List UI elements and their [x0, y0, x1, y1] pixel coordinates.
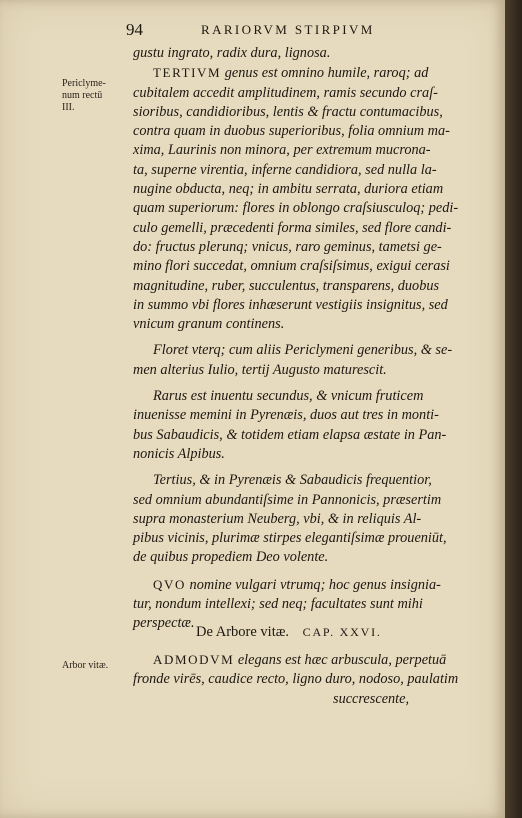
paragraph	[133, 63, 493, 334]
text-line: culo gemelli, præcedenti forma similes, sed flore candi-	[133, 219, 452, 236]
text-line: bus Sabaudicis, & totidem etiam elapsa æstate in Pan-	[133, 426, 447, 443]
text-line: gustu ingrato, radix dura, lignosa.	[133, 45, 331, 61]
text-line: quam superiorum: flores in oblongo craſsiusculoq; pedi-	[133, 200, 459, 217]
chapter-heading	[196, 624, 496, 641]
text-line: supra monasterium Neuberg, vbi, & in reliquis Al-	[133, 510, 422, 527]
page-edge	[505, 0, 522, 818]
text-line: men alterius Iulio, tertij Augusto maturescit.	[133, 361, 387, 378]
text-line: fronde virēs, caudice recto, ligno duro, nodoso, paulatim	[133, 671, 459, 688]
text-line: sed omnium abundantiſsime in Pannonicis, præsertim	[133, 491, 442, 508]
text-line: Tertius, & in Pyrenæis & Sabaudicis frequentior,	[153, 472, 432, 489]
running-head	[126, 20, 416, 40]
chapter-title: De Arbore vitæ.	[196, 624, 290, 640]
text-line: magnitudine, ruber, succulentus, transparens, duobus	[133, 277, 440, 294]
body-text	[133, 44, 493, 634]
text-line: xima, Laurinis non minora, per extremum mucrona-	[133, 142, 431, 159]
text-line: contra quam in duobus superioribus, folia omnium ma-	[133, 123, 450, 140]
page-number: 94	[126, 20, 143, 39]
paragraph	[133, 387, 493, 464]
text-line: nugine obducta, neq; in ambitu serrata, duriora etiam	[133, 181, 444, 198]
paragraph	[133, 44, 493, 63]
text-line: in summo vbi flores inhæserunt vestigiis insignitus, sed	[133, 296, 448, 313]
text-line: de quibus propediem Deo volente.	[133, 549, 329, 566]
text-line: pibus vicinis, plurimæ stirpes elegantiſsimæ proueniūt,	[133, 530, 447, 547]
lead-word: QVO	[153, 576, 186, 592]
margin-note-line: Periclyme-	[62, 78, 106, 89]
text-line: mino flori succedat, omnium craſsiſsimus, exigui cerasi	[133, 258, 450, 275]
margin-note-line: num rectū	[62, 90, 103, 101]
chapter-number: CAP. XXVI.	[302, 625, 382, 639]
text-line: elegans est hæc arbuscula, perpetuā	[234, 652, 447, 668]
margin-note-line: Arbor vitæ.	[62, 660, 109, 671]
chapter-text	[133, 650, 493, 709]
paragraph	[133, 471, 493, 567]
margin-note-arbor-vitae	[62, 660, 128, 672]
text-line: sioribus, candidioribus, lentis & fractu contumacibus,	[133, 103, 443, 120]
text-line: perspectæ.	[133, 615, 195, 632]
text-line: nomine vulgari vtrumq; hoc genus insignia-	[185, 576, 441, 593]
text-line: vnicum granum continens.	[133, 316, 285, 333]
paragraph	[133, 341, 493, 380]
text-line: Floret vterq; cum aliis Periclymeni generibus, & se-	[153, 342, 453, 359]
margin-note-periclymenum	[62, 78, 128, 114]
paragraph	[133, 650, 493, 709]
margin-note-line: III.	[62, 102, 75, 113]
text-line: cubitalem accedit amplitudinem, ramis secundo craſ-	[133, 84, 438, 101]
lead-word: ADMODVM	[153, 652, 235, 667]
text-line: nonicis Alpibus.	[133, 445, 225, 462]
text-line: ta, superne virentia, inferne candidiora, sed nulla la-	[133, 161, 437, 178]
text-line: tur, nondum intellexi; sed neq; facultates sunt mihi	[133, 596, 423, 613]
text-line: inuenisse memini in Pyrenæis, duos aut tres in monti-	[133, 407, 439, 424]
text-line: Rarus est inuentu secundus, & vnicum fruticem	[153, 388, 424, 405]
text-line: genus est omnino humile, raroq; ad	[221, 65, 429, 82]
running-title: RARIORVM STIRPIVM	[201, 22, 375, 37]
lead-word: TERTIVM	[153, 65, 222, 81]
text-line: do: fructus plerunq; vnicus, raro geminus, tametsi ge-	[133, 238, 442, 255]
text-line: succrescente,	[333, 690, 410, 707]
